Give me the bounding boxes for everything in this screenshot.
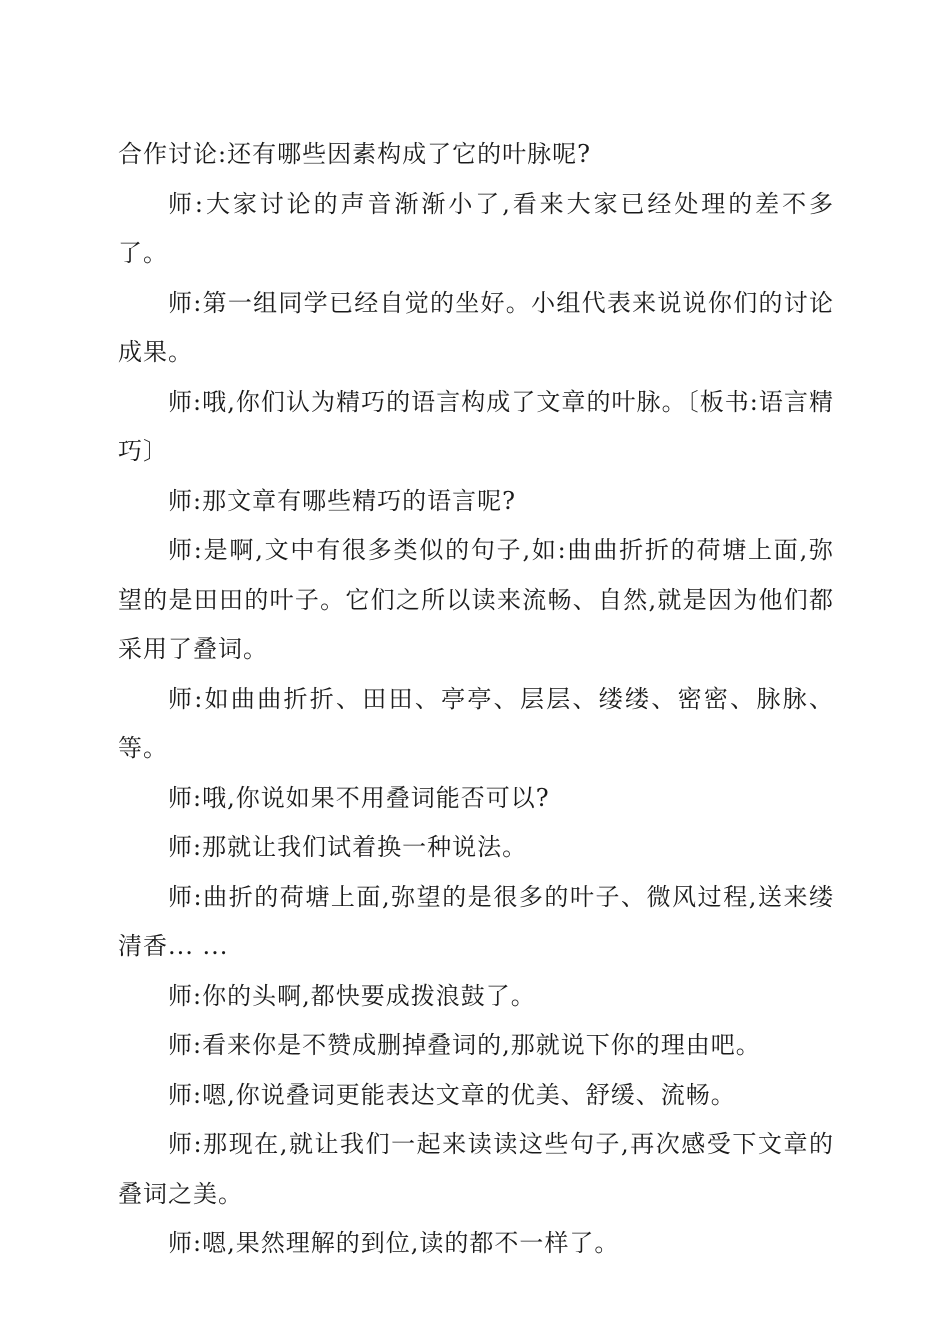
paragraph-teacher-line: 师:嗯,你说叠词更能表达文章的优美、舒缓、流畅。: [168, 1080, 736, 1109]
paragraph-teacher-line: 师:大家讨论的声音渐渐小了,看来大家已经处理的差不多了。: [118, 189, 834, 267]
paragraph-teacher-line: 师:哦,你说如果不用叠词能否可以?: [168, 783, 550, 812]
paragraph-teacher-line: 师:嗯,果然理解的到位,读的都不一样了。: [168, 1229, 620, 1257]
paragraph-teacher-line: 师:那就让我们试着换一种说法。: [168, 833, 528, 861]
paragraph-teacher-line: 师:曲折的荷塘上面,弥望的是很多的叶子、微风过程,送来缕清香... ...: [118, 882, 834, 960]
paragraph-teacher-line: 师:哦,你们认为精巧的语言构成了文章的叶脉。〔板书:语言精巧〕: [118, 387, 834, 465]
paragraph-teacher-line: 师:你的头啊,都快要成拨浪鼓了。: [168, 981, 536, 1010]
paragraph-discussion-prompt: 合作讨论:还有哪些因素构成了它的叶脉呢?: [118, 140, 591, 168]
paragraph-teacher-line: 师:那现在,就让我们一起来读读这些句子,再次感受下文章的叠词之美。: [118, 1130, 834, 1208]
paragraph-teacher-line: 师:那文章有哪些精巧的语言呢?: [168, 486, 516, 515]
paragraph-teacher-line: 师:看来你是不赞成删掉叠词的,那就说下你的理由吧。: [168, 1031, 761, 1059]
paragraph-teacher-line: 师:如曲曲折折、田田、亭亭、层层、缕缕、密密、脉脉、等。: [118, 684, 834, 762]
paragraph-teacher-line: 师:是啊,文中有很多类似的句子,如:曲曲折折的荷塘上面,弥望的是田田的叶子。它们之所以读来流畅、自然,就是因为他们都采用了叠词。: [118, 536, 834, 663]
document-page: [118, 130, 834, 1269]
paragraph-teacher-line: 师:第一组同学已经自觉的坐好。小组代表来说说你们的讨论成果。: [118, 288, 834, 366]
